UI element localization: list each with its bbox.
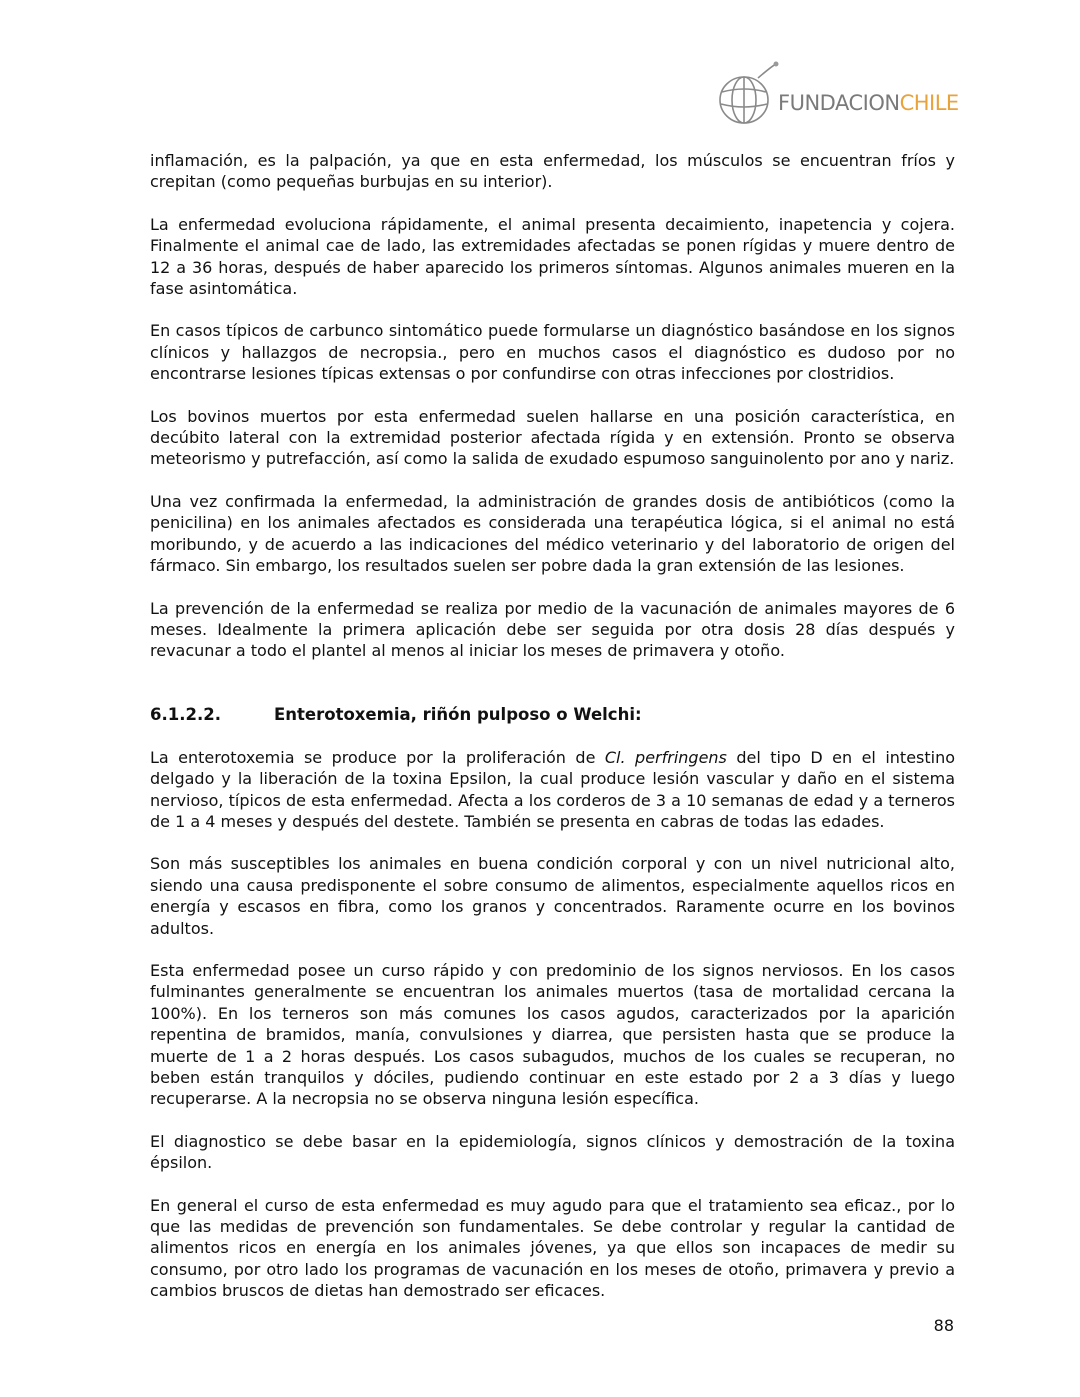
paragraph: La prevención de la enfermedad se realiza por medio de la vacunación de animales mayores de 6 meses. Idealmente la primera aplicación debe ser seguida por otra dosis 28 días después y revacunar a todo el plantel al menos al iniciar los meses de primavera y otoño.	[150, 598, 955, 661]
paragraph-enterotoxemia-intro	[150, 747, 955, 833]
paragraph: En casos típicos de carbunco sintomático puede formularse un diagnóstico basándose en los signos clínicos y hallazgos de necropsia., pero en muchos casos el diagnóstico es dudoso por no encontrarse lesiones típicas extensas o por confundirse con otras infecciones por clostridios.	[150, 321, 955, 384]
logo-wordmark	[778, 91, 959, 115]
logo-text-fundacion: FUNDACION	[778, 91, 900, 115]
paragraph: Esta enfermedad posee un curso rápido y con predominio de los signos nerviosos. En los casos fulminantes generalmente se encuentran los animales muertos (tasa de mortalidad cercana la 100%). En los terneros son más comunes los casos agudos, caracterizados por la aparición repentina de bramidos, manía, convulsiones y diarrea, que persisten hasta que se produce la muerte de 1 a 2 horas después. Los casos subagudos, muchos de los cuales se recuperan, no beben están tranquilos y dóciles, pudiendo continuar en este estado por 2 a 3 días y luego recuperarse. A la necropsia no se observa ninguna lesión específica.	[150, 960, 955, 1109]
paragraph: Una vez confirmada la enfermedad, la administración de grandes dosis de antibióticos (como la penicilina) en los animales afectados es considerada una terapéutica lógica, si el animal no está moribundo, y de acuerdo a las indicaciones del médico veterinario y del laboratorio de origen del fármaco. Sin embargo, los resultados suelen ser pobre dada la gran extensión de las lesiones.	[150, 491, 955, 576]
document-body	[150, 150, 955, 1323]
bacteria-name: Cl. perfringens	[604, 747, 727, 767]
section-number: 6.1.2.2.	[150, 704, 221, 724]
section-heading	[150, 704, 955, 726]
section-title: Enterotoxemia, riñón pulposo o Welchi:	[274, 704, 642, 724]
logo-text-chile: CHILE	[899, 91, 959, 115]
intro-text-start: La enterotoxemia se produce por la proliferación de	[150, 747, 605, 767]
intro-text-end: del tipo D en el intestino delgado y la liberación de la toxina Epsilon, la cual produce lesión vascular y daño en el sistema nervioso, típicos de esta enfermedad. Afecta a los corderos de 3 a 10 semanas de edad y a terneros de 1 a 4 meses y después del destete. También se presenta en cabras de todas las edades.	[150, 747, 956, 831]
paragraph: La enfermedad evoluciona rápidamente, el animal presenta decaimiento, inapetencia y cojera. Finalmente el animal cae de lado, las extremidades afectadas se ponen rígidas y muere dentro de 12 a 36 horas, después de haber aparecido los primeros síntomas. Algunos animales mueren en la fase asintomática.	[150, 214, 955, 299]
paragraph: En general el curso de esta enfermedad es muy agudo para que el tratamiento sea eficaz., por lo que las medidas de prevención son fundamentales. Se debe controlar y regular la cantidad de alimentos ricos en energía en los animales jóvenes, ya que ellos son incapaces de medir su consumo, por otro lado los programas de vacunación en los meses de otoño, primavera y previo a cambios bruscos de dietas han demostrado ser eficaces.	[150, 1195, 955, 1301]
paragraph: El diagnostico se debe basar en la epidemiología, signos clínicos y demostración de la toxina épsilon.	[150, 1131, 955, 1173]
fundacion-chile-logo	[712, 58, 962, 134]
paragraph: inflamación, es la palpación, ya que en esta enfermedad, los músculos se encuentran fríos y crepitan (como pequeñas burbujas en su interior).	[150, 151, 955, 192]
paragraph: Los bovinos muertos por esta enfermedad suelen hallarse en una posición característica, en decúbito lateral con la extremidad posterior afectada rígida y en extensión. Pronto se observa meteorismo y putrefacción, así como la salida de exudado espumoso sanguinolento por ano y nariz.	[150, 406, 955, 469]
paragraph: Son más susceptibles los animales en buena condición corporal y con un nivel nutricional alto, siendo una causa predisponente el sobre consumo de alimentos, especialmente aquellos ricos en energía y escasos en fibra, como los granos y concentrados. Raramente ocurre en los bovinos adultos.	[150, 854, 955, 938]
globe-logo-icon	[714, 58, 786, 130]
page-number: 88	[933, 1316, 954, 1335]
